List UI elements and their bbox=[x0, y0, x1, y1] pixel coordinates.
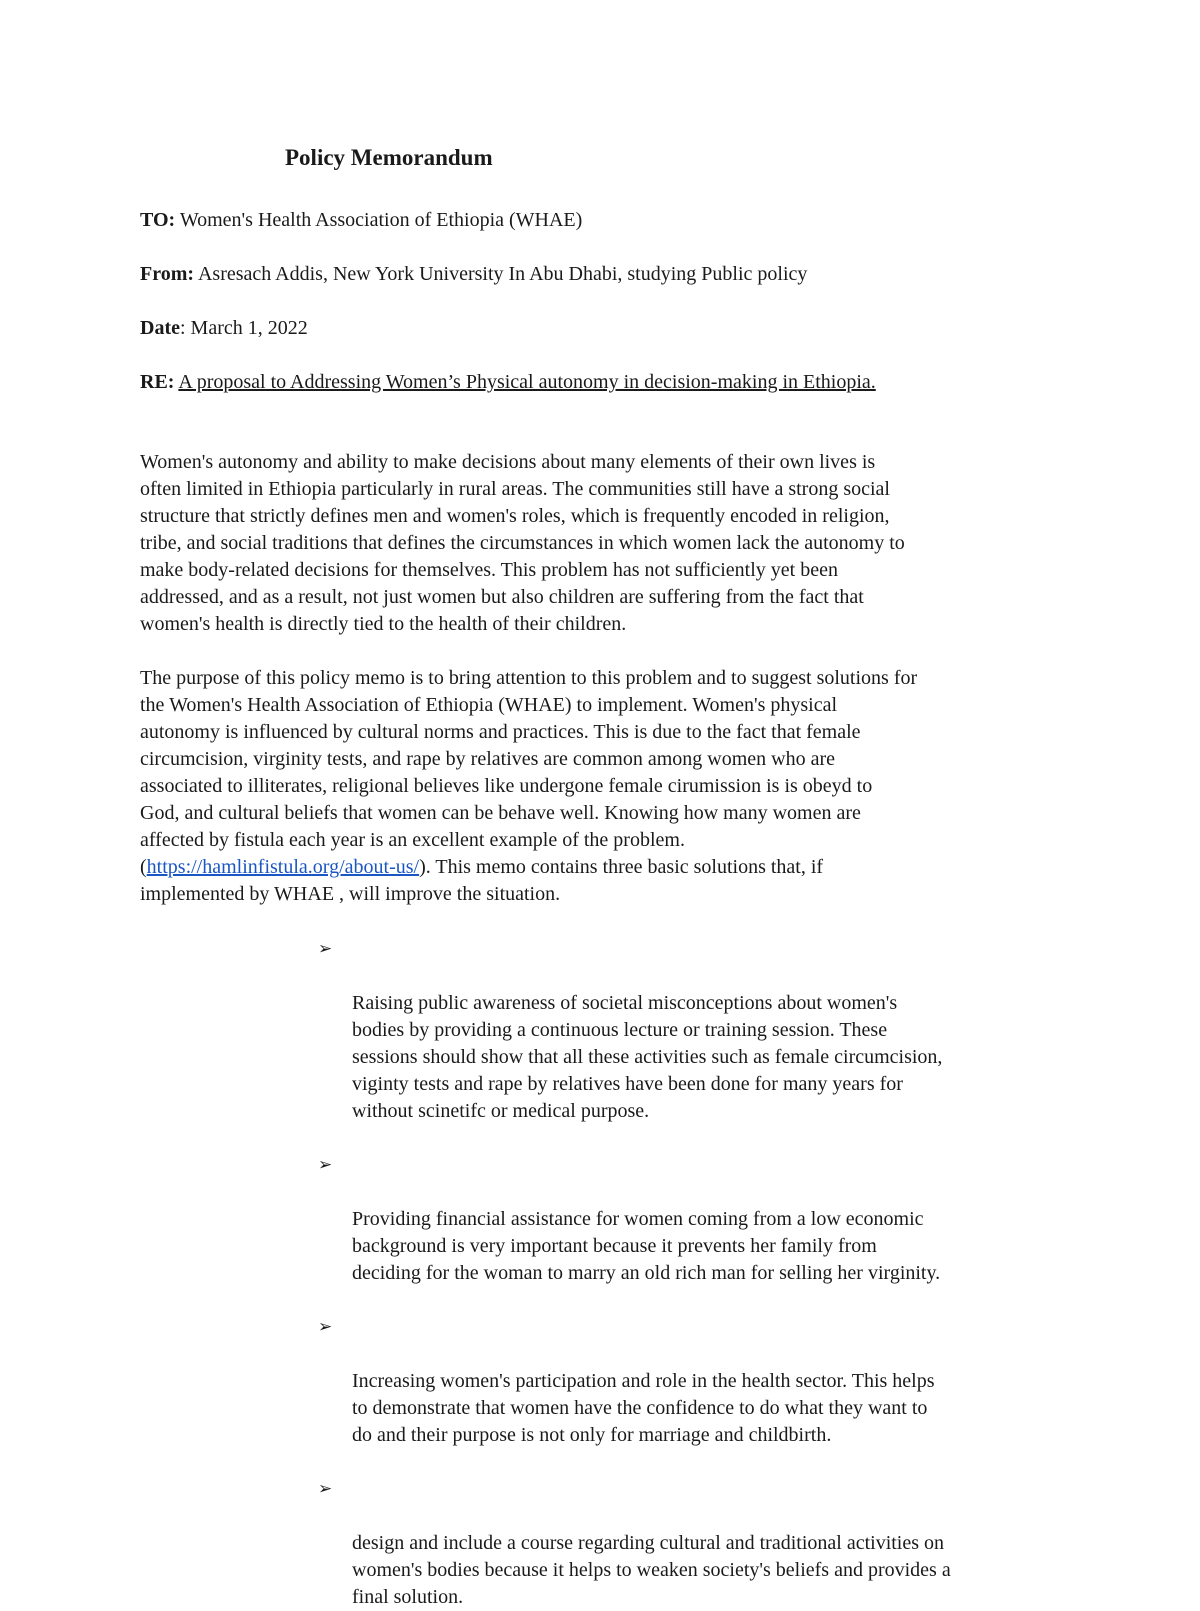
list-item bbox=[318, 1152, 1068, 1287]
arrow-bullet-icon: ➢ bbox=[318, 1317, 333, 1337]
date-label: Date bbox=[140, 317, 180, 339]
fistula-link[interactable]: https://hamlinfistula.org/about-us/ bbox=[146, 856, 420, 878]
to-line bbox=[140, 206, 582, 234]
list-item bbox=[318, 1314, 1068, 1449]
list-item bbox=[318, 936, 1068, 1125]
re-label: RE: bbox=[140, 371, 175, 393]
to-label: TO: bbox=[140, 209, 176, 231]
from-label: From: bbox=[140, 263, 195, 285]
memo-title: Policy Memorandum bbox=[285, 145, 493, 170]
arrow-bullet-icon: ➢ bbox=[318, 1155, 333, 1175]
to-value: Women's Health Association of Ethiopia (WHAE) bbox=[179, 209, 583, 231]
paragraph-2-tail: ). This memo contains three basic solutions that, if implemented by WHAE , will improve the situation. bbox=[140, 856, 824, 905]
bullet-text: Increasing women's participation and role in the health sector. This helps to demonstrate that women have the confidence to do what they want to do and their purpose is not only for marriage and childbirth. bbox=[352, 1370, 935, 1446]
re-line bbox=[140, 368, 876, 396]
bullet-text: Providing financial assistance for women coming from a low economic background is very important because it prevents her family from deciding for the woman to marry an old rich man for selling her virginity. bbox=[352, 1208, 941, 1284]
bullet-text: Raising public awareness of societal misconceptions about women's bodies by providing a continuous lecture or training session. These sessions should show that all these activities such as female circumcision, viginty tests and rape by relatives have been done for many years for without scinetifc or medical purpose. bbox=[352, 992, 943, 1122]
arrow-bullet-icon: ➢ bbox=[318, 939, 333, 959]
body-paragraph-2 bbox=[140, 665, 1065, 908]
from-value: Asresach Addis, New York University In Abu Dhabi, studying Public policy bbox=[197, 263, 808, 285]
date-value: : March 1, 2022 bbox=[179, 317, 308, 339]
arrow-bullet-icon: ➢ bbox=[318, 1479, 333, 1499]
from-line bbox=[140, 260, 807, 288]
paragraph-2-text: The purpose of this policy memo is to bring attention to this problem and to suggest solutions for the Women's Health Association of Ethiopia (WHAE) to implement. Women's physical autonomy is influenced by cultural norms and practices. This is due to the fact that female circumcision, virginity tests, and rape by relatives are common among women who are associated to illiterates, religional believes like undergone female cirumission is is obeyd to God, and cultural beliefs that women can be behave well. Knowing how many women are affected by fistula each year is an excellent example of the problem. ( bbox=[140, 667, 918, 878]
bullet-text: design and include a course regarding cultural and traditional activities on women's bodies because it helps to weaken society's beliefs and provides a final solution. bbox=[352, 1532, 951, 1608]
list-item bbox=[318, 1476, 1068, 1611]
date-line bbox=[140, 314, 308, 342]
solutions-list bbox=[318, 936, 1068, 1611]
body-paragraph-1: Women's autonomy and ability to make decisions about many elements of their own lives is often limited in Ethiopia particularly in rural areas. The communities still have a strong social structure that strictly defines men and women's roles, which is frequently encoded in religion, tribe, and social traditions that defines the circumstances in which women lack the autonomy to make body-related decisions for themselves. This problem has not sufficiently yet been addressed, and as a result, not just women but also children are suffering from the fact that women's health is directly tied to the health of their children. bbox=[140, 451, 905, 635]
re-subject: A proposal to Addressing Women’s Physical autonomy in decision-making in Ethiopia. bbox=[178, 371, 876, 393]
